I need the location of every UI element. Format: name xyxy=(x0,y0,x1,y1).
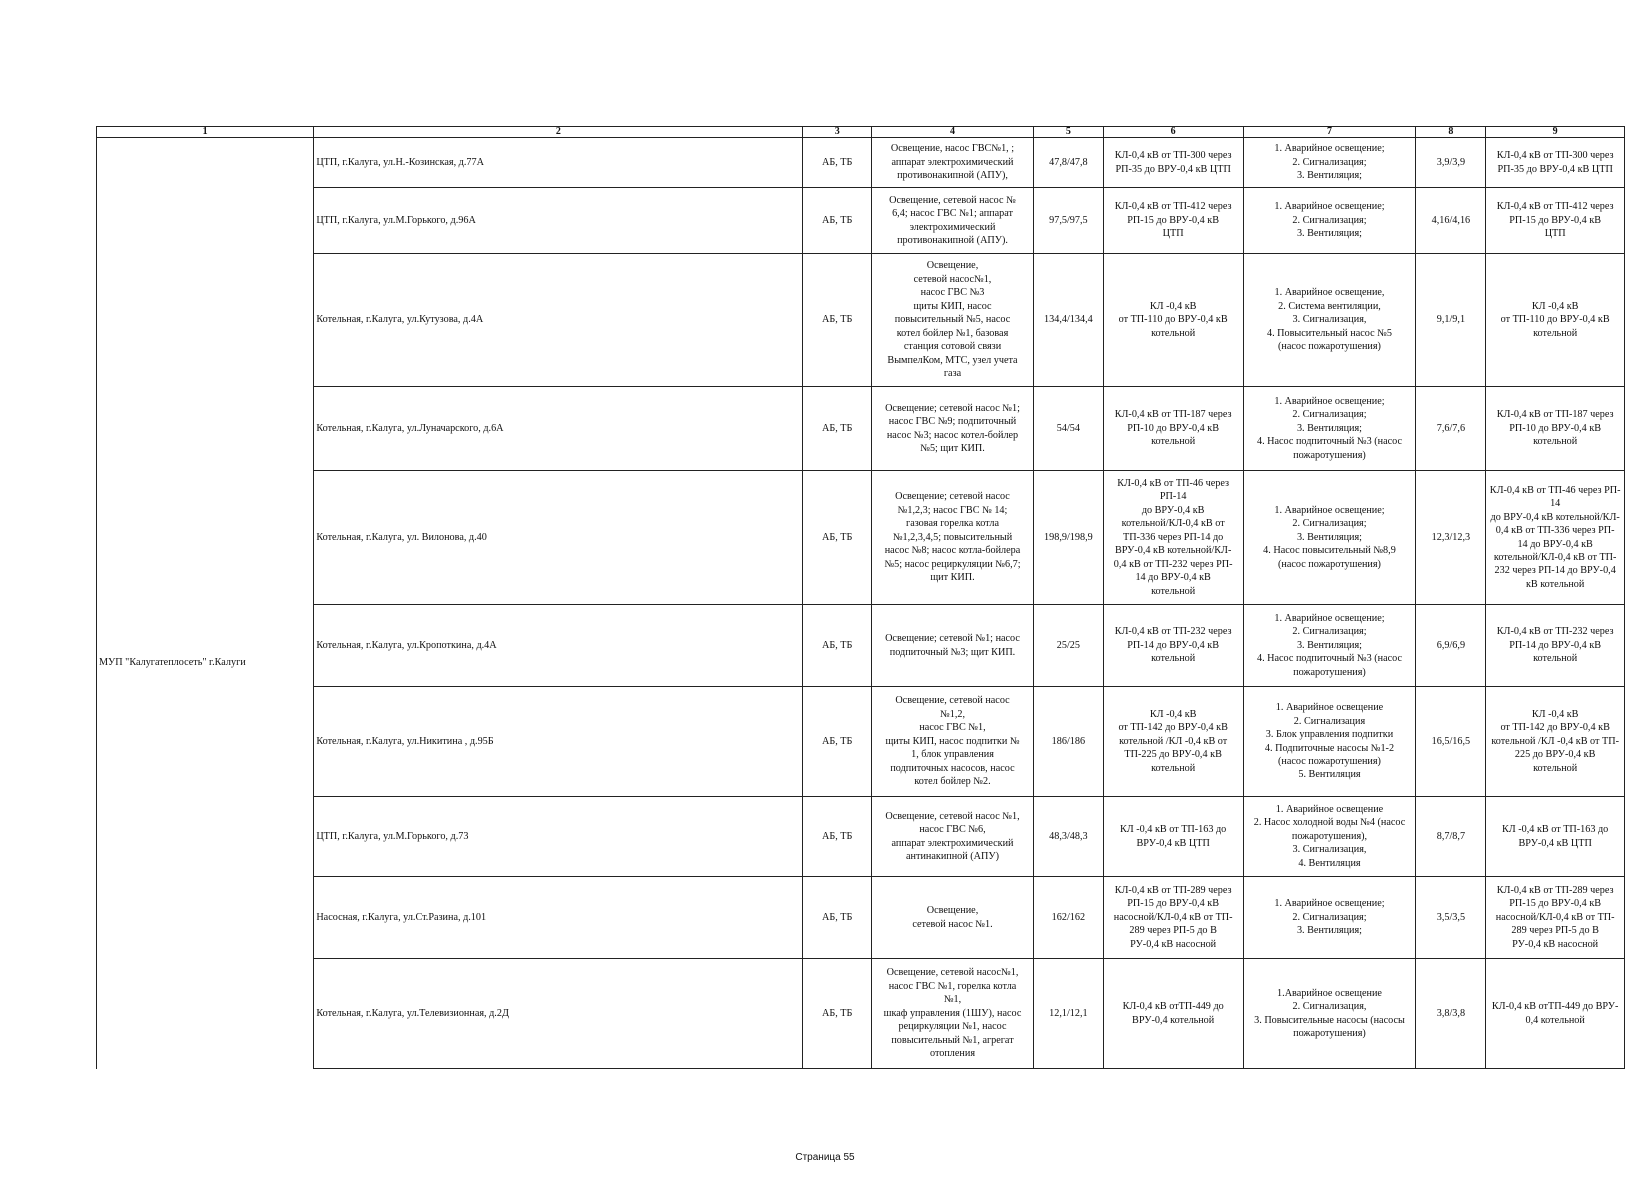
power-cell: 12,1/12,1 xyxy=(1033,959,1103,1069)
consumers-cell: Освещение; сетевой насос №1; насос ГВС №9; подпиточный насос №3; насос котел-бойлер №5; щит КИП. xyxy=(872,387,1034,471)
category-cell: АБ, ТБ xyxy=(803,687,872,797)
object-cell: Котельная, г.Калуга, ул.Телевизионная, д.2Д xyxy=(314,959,803,1069)
organization-cell: МУП "Калугатеплосеть" г.Калуги xyxy=(97,138,314,1069)
systems-cell: 1. Аварийное освещение; 2. Сигнализация; 3. Вентиляция; xyxy=(1243,138,1416,188)
reserve-cell: КЛ -0,4 кВ от ТП-142 до ВРУ-0,4 кВ котельной /КЛ -0,4 кВ от ТП- 225 до ВРУ-0,4 кВ котельной xyxy=(1486,687,1625,797)
table-row xyxy=(97,188,1625,254)
power-cell: 162/162 xyxy=(1033,877,1103,959)
consumers-cell: Освещение, сетевой насос№1, насос ГВС №3 щиты КИП, насос повысительный №5, насос котел бойлер №1, базовая станция сотовой связи ВымпелКом, МТС, узел учета газа xyxy=(872,254,1034,387)
supply-cell: КЛ-0,4 кВ от ТП-412 через РП-15 до ВРУ-0,4 кВ ЦТП xyxy=(1103,188,1243,254)
systems-cell: 1. Аварийное освещение; 2. Сигнализация; 3. Вентиляция; 4. Насос подпиточный №3 (насос пожаротушения) xyxy=(1243,605,1416,687)
value-cell: 4,16/4,16 xyxy=(1416,188,1486,254)
supply-cell: КЛ -0,4 кВ от ТП-142 до ВРУ-0,4 кВ котельной /КЛ -0,4 кВ от ТП-225 до ВРУ-0,4 кВ котельной xyxy=(1103,687,1243,797)
value-cell: 3,8/3,8 xyxy=(1416,959,1486,1069)
systems-cell: 1. Аварийное освещение; 2. Сигнализация; 3. Вентиляция; 4. Насос повысительный №8,9 (насос пожаротушения) xyxy=(1243,471,1416,605)
table-row xyxy=(97,605,1625,687)
page-number: Страница 55 xyxy=(795,1152,855,1163)
consumers-cell: Освещение; сетевой №1; насос подпиточный №3; щит КИП. xyxy=(872,605,1034,687)
column-header: 4 xyxy=(872,127,1034,138)
category-cell: АБ, ТБ xyxy=(803,138,872,188)
column-header: 8 xyxy=(1416,127,1486,138)
table-row xyxy=(97,687,1625,797)
object-cell: ЦТП, г.Калуга, ул.М.Горького, д.96А xyxy=(314,188,803,254)
object-cell: Котельная, г.Калуга, ул. Вилонова, д.40 xyxy=(314,471,803,605)
object-cell: Насосная, г.Калуга, ул.Ст.Разина, д.101 xyxy=(314,877,803,959)
value-cell: 9,1/9,1 xyxy=(1416,254,1486,387)
category-cell: АБ, ТБ xyxy=(803,797,872,877)
value-cell: 3,5/3,5 xyxy=(1416,877,1486,959)
table-row xyxy=(97,471,1625,605)
equipment-table xyxy=(96,126,1625,1069)
value-cell: 12,3/12,3 xyxy=(1416,471,1486,605)
column-header: 3 xyxy=(803,127,872,138)
power-cell: 54/54 xyxy=(1033,387,1103,471)
reserve-cell: КЛ-0,4 кВ отТП-449 до ВРУ- 0,4 котельной xyxy=(1486,959,1625,1069)
power-cell: 198,9/198,9 xyxy=(1033,471,1103,605)
object-cell: Котельная, г.Калуга, ул.Луначарского, д.6А xyxy=(314,387,803,471)
value-cell: 8,7/8,7 xyxy=(1416,797,1486,877)
power-cell: 47,8/47,8 xyxy=(1033,138,1103,188)
category-cell: АБ, ТБ xyxy=(803,254,872,387)
power-cell: 186/186 xyxy=(1033,687,1103,797)
power-cell: 97,5/97,5 xyxy=(1033,188,1103,254)
systems-cell: 1. Аварийное освещение, 2. Система вентиляции, 3. Сигнализация, 4. Повысительный насос №5 (насос пожаротушения) xyxy=(1243,254,1416,387)
table-row xyxy=(97,797,1625,877)
reserve-cell: КЛ -0,4 кВ от ТП-110 до ВРУ-0,4 кВ котельной xyxy=(1486,254,1625,387)
column-header: 7 xyxy=(1243,127,1416,138)
object-cell: ЦТП, г.Калуга, ул.Н.-Козинская, д.77А xyxy=(314,138,803,188)
consumers-cell: Освещение; сетевой насос №1,2,3; насос ГВС № 14; газовая горелка котла №1,2,3,4,5; повысительный насос №8; насос котла-бойлера №5; насос рециркуляции №6,7; щит КИП. xyxy=(872,471,1034,605)
reserve-cell: КЛ-0,4 кВ от ТП-46 через РП- 14 до ВРУ-0,4 кВ котельной/КЛ- 0,4 кВ от ТП-336 через РП- 14 до ВРУ-0,4 кВ котельной/КЛ-0,4 кВ от ТП- 232 через РП-14 до ВРУ-0,4 кВ котельной xyxy=(1486,471,1625,605)
supply-cell: КЛ-0,4 кВ отТП-449 до ВРУ-0,4 котельной xyxy=(1103,959,1243,1069)
consumers-cell: Освещение, сетевой насос № 6,4; насос ГВС №1; аппарат электрохимический противонакипной (АПУ). xyxy=(872,188,1034,254)
column-header: 1 xyxy=(97,127,314,138)
supply-cell: КЛ -0,4 кВ от ТП-110 до ВРУ-0,4 кВ котельной xyxy=(1103,254,1243,387)
power-cell: 48,3/48,3 xyxy=(1033,797,1103,877)
object-cell: Котельная, г.Калуга, ул.Кропоткина, д.4А xyxy=(314,605,803,687)
supply-cell: КЛ-0,4 кВ от ТП-289 через РП-15 до ВРУ-0,4 кВ насосной/КЛ-0,4 кВ от ТП- 289 через РП-5 до В РУ-0,4 кВ насосной xyxy=(1103,877,1243,959)
column-header: 5 xyxy=(1033,127,1103,138)
supply-cell: КЛ-0,4 кВ от ТП-232 через РП-14 до ВРУ-0,4 кВ котельной xyxy=(1103,605,1243,687)
value-cell: 16,5/16,5 xyxy=(1416,687,1486,797)
systems-cell: 1. Аварийное освещение 2. Сигнализация 3. Блок управления подпитки 4. Подпиточные насосы №1-2 (насос пожаротушения) 5. Вентиляция xyxy=(1243,687,1416,797)
systems-cell: 1. Аварийное освещение; 2. Сигнализация; 3. Вентиляция; 4. Насос подпиточный №3 (насос пожаротушения) xyxy=(1243,387,1416,471)
header-row xyxy=(97,127,1625,138)
consumers-cell: Освещение, сетевой насос №1, насос ГВС №6, аппарат электрохимический антинакипной (АПУ) xyxy=(872,797,1034,877)
supply-cell: КЛ-0,4 кВ от ТП-46 через РП-14 до ВРУ-0,4 кВ котельной/КЛ-0,4 кВ от ТП-336 через РП-14 до ВРУ-0,4 кВ котельной/КЛ- 0,4 кВ от ТП-232 через РП- 14 до ВРУ-0,4 кВ котельной xyxy=(1103,471,1243,605)
reserve-cell: КЛ-0,4 кВ от ТП-187 через РП-10 до ВРУ-0,4 кВ котельной xyxy=(1486,387,1625,471)
reserve-cell: КЛ-0,4 кВ от ТП-232 через РП-14 до ВРУ-0,4 кВ котельной xyxy=(1486,605,1625,687)
supply-cell: КЛ-0,4 кВ от ТП-300 через РП-35 до ВРУ-0,4 кВ ЦТП xyxy=(1103,138,1243,188)
table-row xyxy=(97,877,1625,959)
column-header: 9 xyxy=(1486,127,1625,138)
column-header: 6 xyxy=(1103,127,1243,138)
consumers-cell: Освещение, сетевой насос№1, насос ГВС №1, горелка котла №1, шкаф управления (1ШУ), насос рециркуляции №1, насос повысительный №1, агрегат отопления xyxy=(872,959,1034,1069)
consumers-cell: Освещение, сетевой насос №1,2, насос ГВС №1, щиты КИП, насос подпитки № 1, блок управления подпиточных насосов, насос котел бойлер №2. xyxy=(872,687,1034,797)
category-cell: АБ, ТБ xyxy=(803,605,872,687)
systems-cell: 1. Аварийное освещение; 2. Сигнализация; 3. Вентиляция; xyxy=(1243,877,1416,959)
category-cell: АБ, ТБ xyxy=(803,877,872,959)
systems-cell: 1.Аварийное освещение 2. Сигнализация, 3. Повысительные насосы (насосы пожаротушения) xyxy=(1243,959,1416,1069)
reserve-cell: КЛ-0,4 кВ от ТП-300 через РП-35 до ВРУ-0,4 кВ ЦТП xyxy=(1486,138,1625,188)
table-row xyxy=(97,138,1625,188)
object-cell: Котельная, г.Калуга, ул.Никитина , д.95Б xyxy=(314,687,803,797)
category-cell: АБ, ТБ xyxy=(803,471,872,605)
table-row xyxy=(97,254,1625,387)
supply-cell: КЛ -0,4 кВ от ТП-163 до ВРУ-0,4 кВ ЦТП xyxy=(1103,797,1243,877)
category-cell: АБ, ТБ xyxy=(803,387,872,471)
object-cell: Котельная, г.Калуга, ул.Кутузова, д.4А xyxy=(314,254,803,387)
systems-cell: 1. Аварийное освещение; 2. Сигнализация; 3. Вентиляция; xyxy=(1243,188,1416,254)
reserve-cell: КЛ-0,4 кВ от ТП-412 через РП-15 до ВРУ-0,4 кВ ЦТП xyxy=(1486,188,1625,254)
reserve-cell: КЛ-0,4 кВ от ТП-289 через РП-15 до ВРУ-0,4 кВ насосной/КЛ-0,4 кВ от ТП- 289 через РП-5 до В РУ-0,4 кВ насосной xyxy=(1486,877,1625,959)
systems-cell: 1. Аварийное освещение 2. Насос холодной воды №4 (насос пожаротушения), 3. Сигнализация, 4. Вентиляция xyxy=(1243,797,1416,877)
power-cell: 25/25 xyxy=(1033,605,1103,687)
column-header: 2 xyxy=(314,127,803,138)
supply-cell: КЛ-0,4 кВ от ТП-187 через РП-10 до ВРУ-0,4 кВ котельной xyxy=(1103,387,1243,471)
object-cell: ЦТП, г.Калуга, ул.М.Горького, д.73 xyxy=(314,797,803,877)
reserve-cell: КЛ -0,4 кВ от ТП-163 до ВРУ-0,4 кВ ЦТП xyxy=(1486,797,1625,877)
category-cell: АБ, ТБ xyxy=(803,959,872,1069)
value-cell: 3,9/3,9 xyxy=(1416,138,1486,188)
power-cell: 134,4/134,4 xyxy=(1033,254,1103,387)
consumers-cell: Освещение, насос ГВС№1, ; аппарат электрохимический противонакипной (АПУ), xyxy=(872,138,1034,188)
table-row xyxy=(97,387,1625,471)
category-cell: АБ, ТБ xyxy=(803,188,872,254)
consumers-cell: Освещение, сетевой насос №1. xyxy=(872,877,1034,959)
table-row xyxy=(97,959,1625,1069)
value-cell: 6,9/6,9 xyxy=(1416,605,1486,687)
value-cell: 7,6/7,6 xyxy=(1416,387,1486,471)
